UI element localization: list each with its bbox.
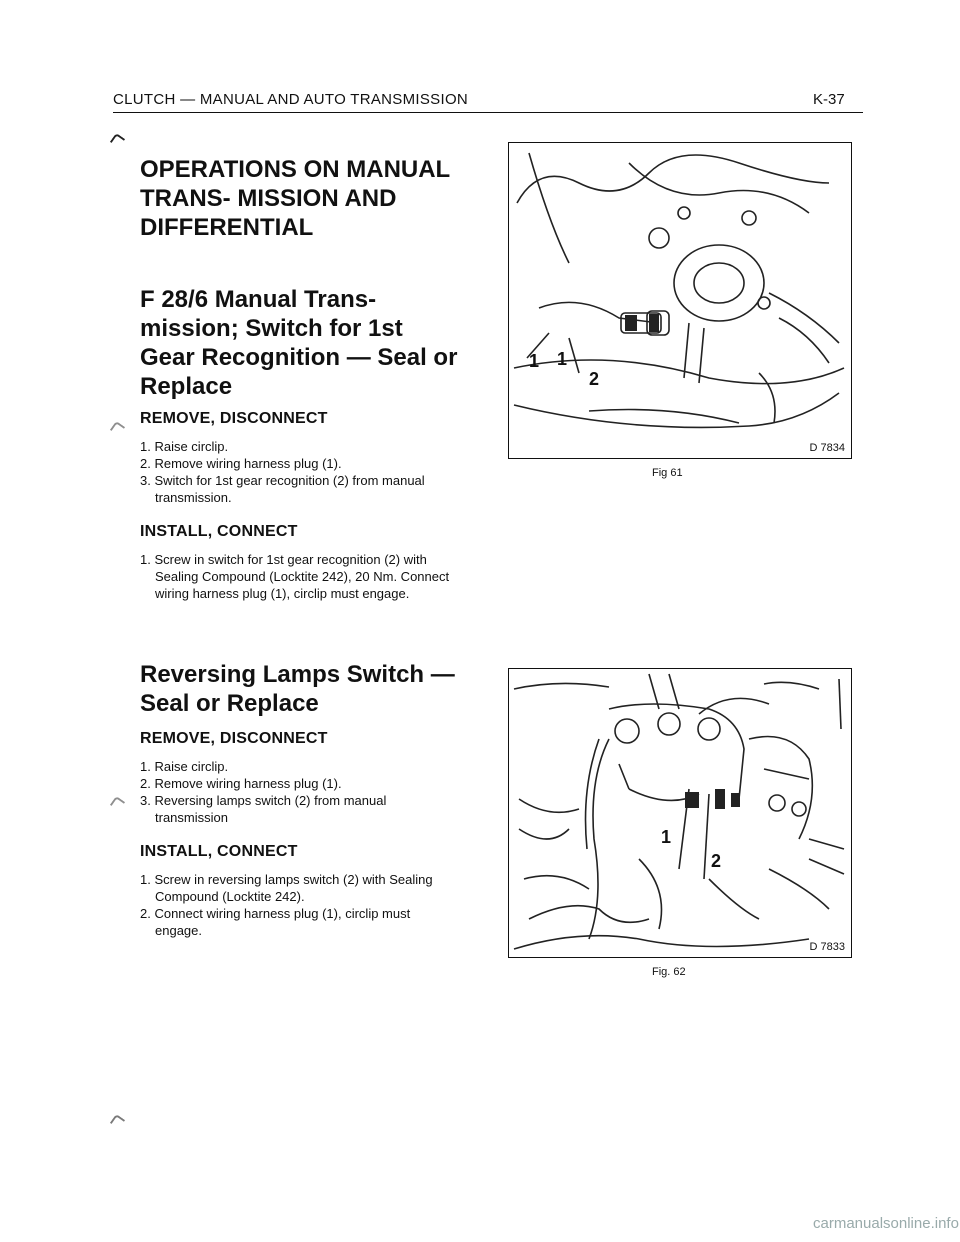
page-number: K-37 xyxy=(813,91,845,108)
section1-remove-title: REMOVE, DISCONNECT xyxy=(140,410,328,427)
header-rule xyxy=(113,112,863,113)
section2-remove-steps xyxy=(140,758,450,826)
section1-heading: F 28/6 Manual Trans- mission; Switch for 1st Gear Recognition — Seal or Replace xyxy=(140,286,458,400)
figure-61-illustration xyxy=(509,143,851,458)
step: 2. Remove wiring harness plug (1). xyxy=(140,456,342,471)
callout-2: 2 xyxy=(711,851,722,871)
main-heading: OPERATIONS ON MANUAL TRANS- MISSION AND DIFFERENTIAL xyxy=(140,156,450,241)
margin-mark xyxy=(110,133,125,148)
step: 3. Switch for 1st gear recognition (2) from manual transmission. xyxy=(140,473,425,505)
margin-mark xyxy=(110,421,125,436)
step: 1. Raise circlip. xyxy=(140,439,229,454)
section2-remove-title: REMOVE, DISCONNECT xyxy=(140,730,328,747)
callout-1: 1 xyxy=(529,351,540,371)
figure-code: D 7833 xyxy=(809,941,845,953)
figure-61-caption: Fig 61 xyxy=(652,467,683,479)
step: 2. Connect wiring harness plug (1), circlip must engage. xyxy=(140,906,411,938)
step: 1. Screw in reversing lamps switch (2) with Sealing Compound (Locktite 242). xyxy=(140,872,433,904)
callout-1: 1 xyxy=(557,349,568,369)
section2-install-steps xyxy=(140,871,450,939)
callout-2: 2 xyxy=(589,369,600,389)
section1-remove-steps xyxy=(140,438,450,506)
section2-install-title: INSTALL, CONNECT xyxy=(140,843,298,860)
margin-mark xyxy=(110,1114,125,1129)
figure-62 xyxy=(508,668,852,958)
step: 1. Screw in switch for 1st gear recognition (2) with Sealing Compound (Locktite 242), 20 Nm. Connect wiring harness plug (1), circlip must engage. xyxy=(140,552,450,601)
figure-code: D 7834 xyxy=(809,442,845,454)
step: 3. Reversing lamps switch (2) from manual transmission xyxy=(140,793,387,825)
step: 2. Remove wiring harness plug (1). xyxy=(140,776,342,791)
section1-install-steps xyxy=(140,551,450,602)
figure-61 xyxy=(508,142,852,459)
running-header-title: CLUTCH — MANUAL AND AUTO TRANSMISSION xyxy=(113,91,469,108)
callout-1: 1 xyxy=(661,827,672,847)
section2-heading: Reversing Lamps Switch — Seal or Replace xyxy=(140,661,455,717)
footer-watermark: carmanualsonline.info xyxy=(813,1215,959,1232)
figure-62-caption: Fig. 62 xyxy=(652,966,686,978)
section1-install-title: INSTALL, CONNECT xyxy=(140,523,298,540)
margin-mark xyxy=(110,796,125,811)
step: 1. Raise circlip. xyxy=(140,759,229,774)
figure-62-illustration xyxy=(509,669,851,957)
